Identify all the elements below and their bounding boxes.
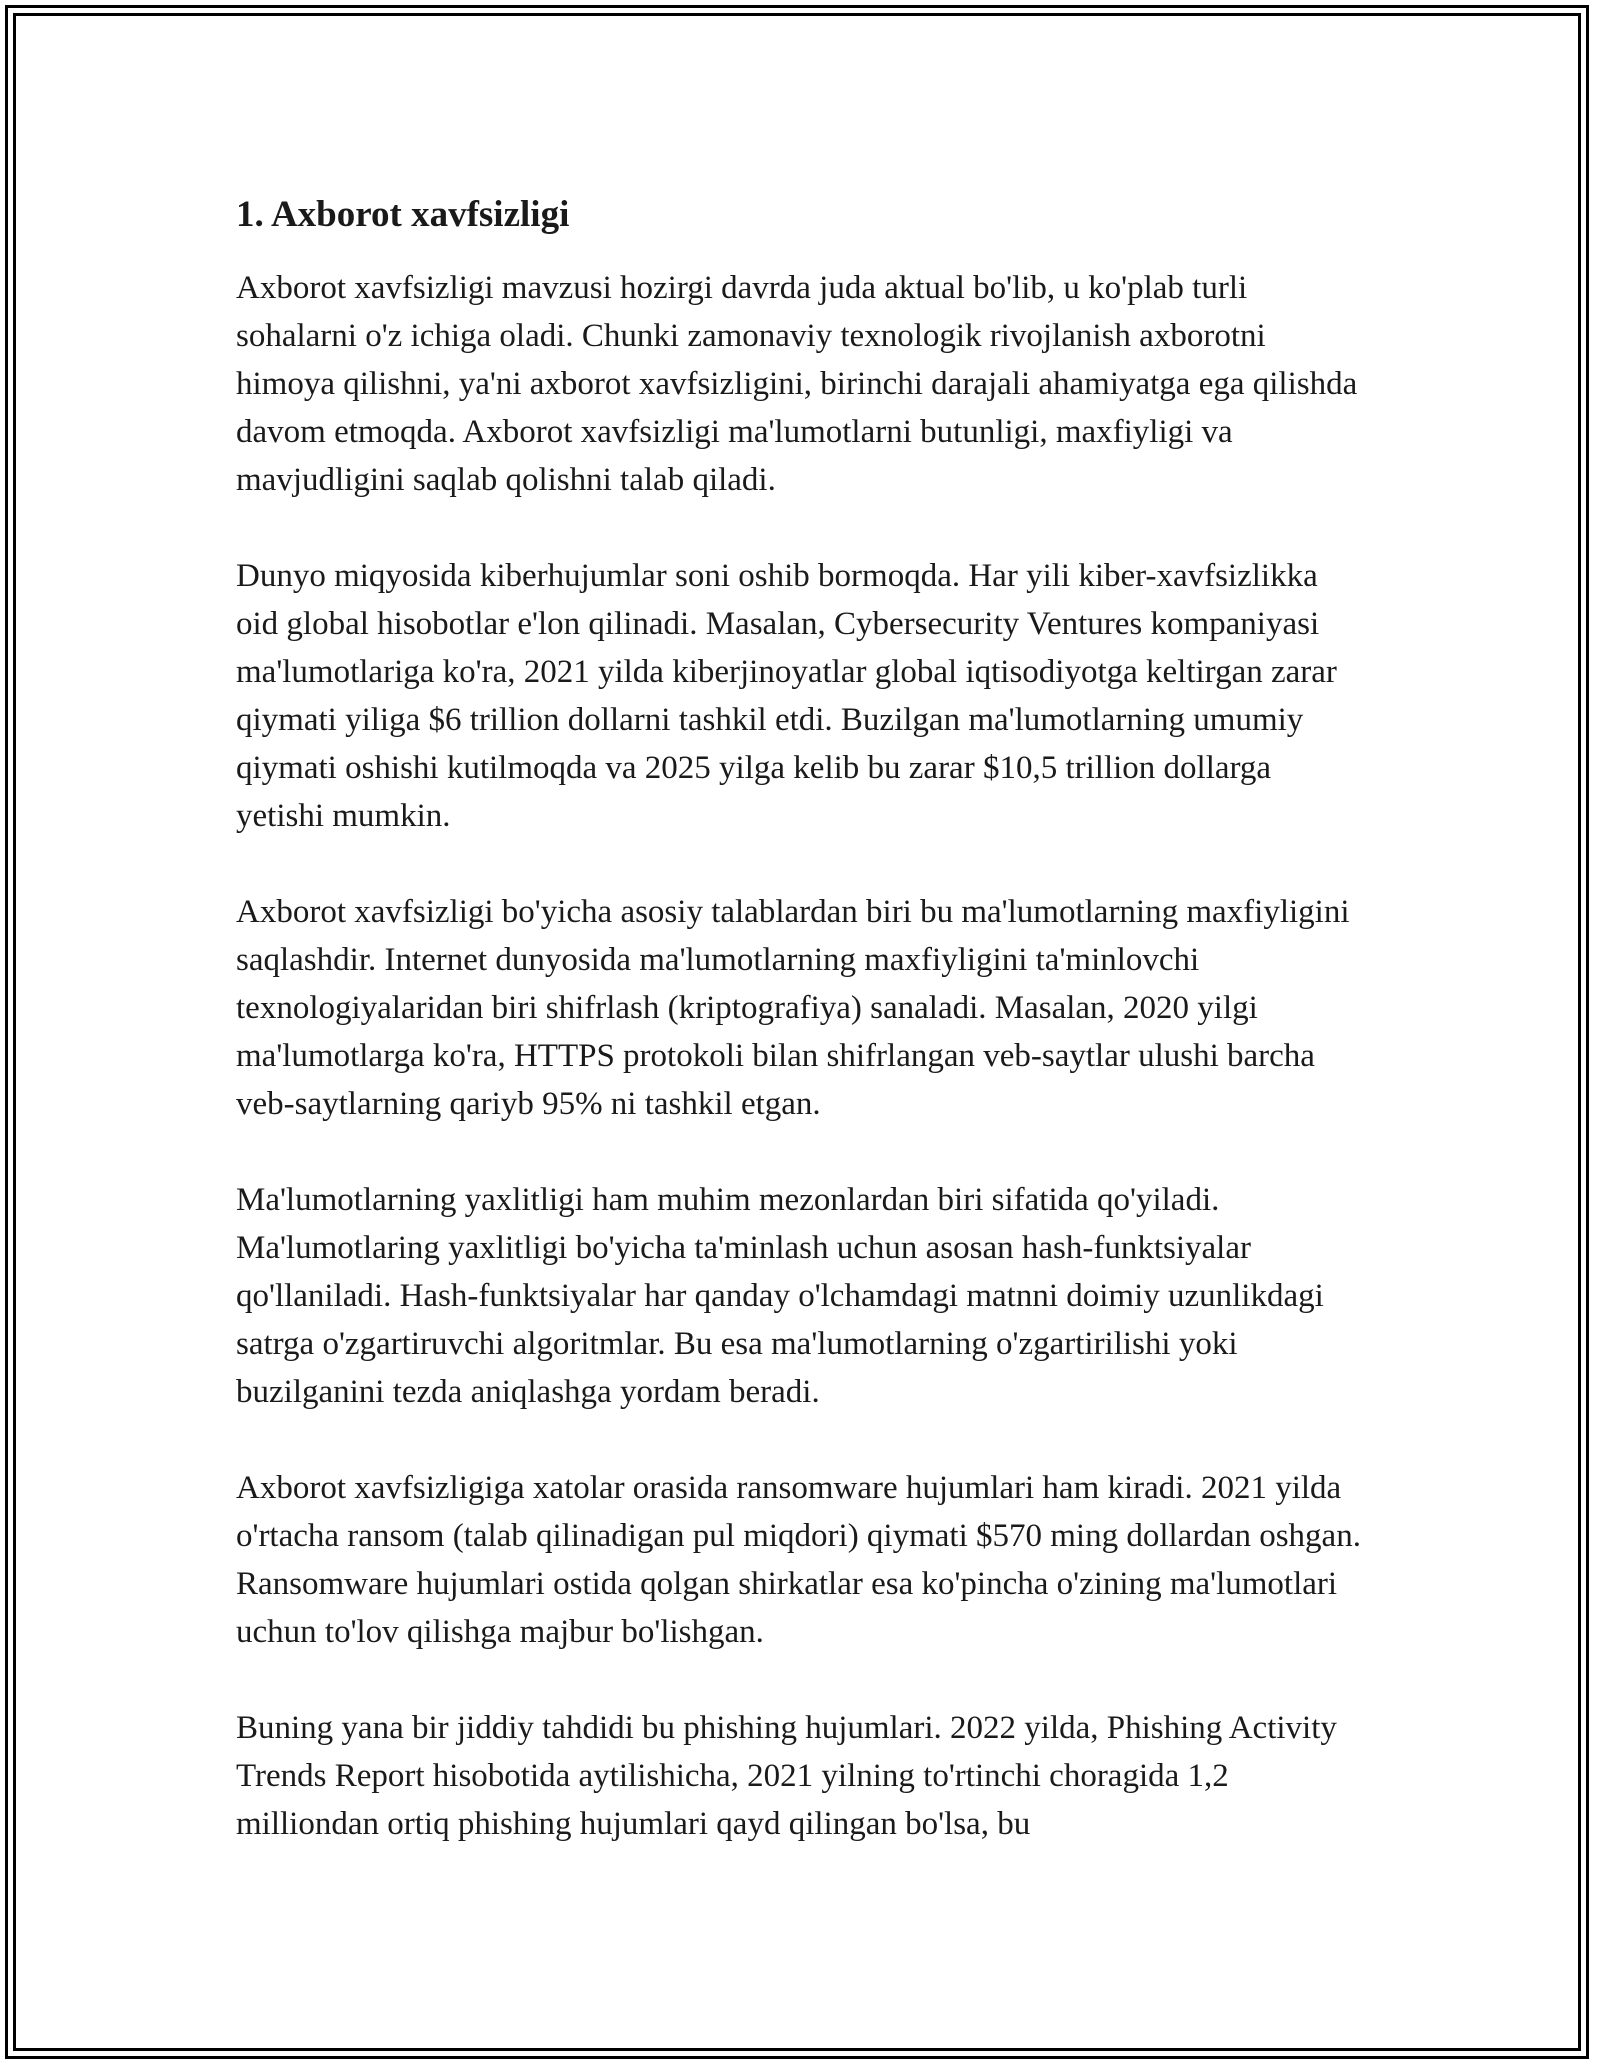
section-heading: 1. Axborot xavfsizligi: [236, 194, 570, 235]
document-body: [236, 185, 1366, 1896]
paragraph-phishing: Buning yana bir jiddiy tahdidi bu phishing hujumlari. 2022 yilda, Phishing Activity Trends Report hisobotida aytilishicha, 2021 yilning to'rtinchi choragida 1,2 milliondan ortiq phishing hujumlari qayd qilingan bo'lsa, bu: [236, 1710, 1337, 1842]
paragraph-ransomware: Axborot xavfsizligiga xatolar orasida ransomware hujumlari ham kiradi. 2021 yilda o'rtacha ransom (talab qilinadigan pul miqdori) qiymati $570 ming dollardan oshgan. Ransomware hujumlari ostida qolgan shirkatlar esa ko'pincha o'zining ma'lumotlari uchun to'lov qilishga majbur bo'lishgan.: [236, 1470, 1361, 1650]
paragraph-integrity: Ma'lumotlarning yaxlitligi ham muhim mezonlardan biri sifatida qo'yiladi. Ma'lumotlaring yaxlitligi bo'yicha ta'minlash uchun asosan hash-funktsiyalar qo'llaniladi. Hash-funktsiyalar har qanday o'lchamdagi matnni doimiy uzunlikdagi satrga o'zgartiruvchi algoritmlar. Bu esa ma'lumotlarning o'zgartirilishi yoki buzilganini tezda aniqlashga yordam beradi.: [236, 1182, 1324, 1410]
paragraph-intro: Axborot xavfsizligi mavzusi hozirgi davrda juda aktual bo'lib, u ko'plab turli sohalarni o'z ichiga oladi. Chunki zamonaviy texnologik rivojlanish axborotni himoya qilishni, ya'ni axborot xavfsizligini, birinchi darajali ahamiyatga ega qilishda davom etmoqda. Axborot xavfsizligi ma'lumotlarni butunligi, maxfiyligi va mavjudligini saqlab qolishni talab qiladi.: [236, 270, 1358, 498]
paragraph-confidentiality: Axborot xavfsizligi bo'yicha asosiy talablardan biri bu ma'lumotlarning maxfiyligini saqlashdir. Internet dunyosida ma'lumotlarning maxfiyligini ta'minlovchi texnologiyalaridan biri shifrlash (kriptografiya) sanaladi. Masalan, 2020 yilgi ma'lumotlarga ko'ra, HTTPS protokoli bilan shifrlangan veb-saytlar ulushi barcha veb-saytlarning qariyb 95% ni tashkil etgan.: [236, 894, 1350, 1122]
paragraph-cyberattacks: Dunyo miqyosida kiberhujumlar soni oshib bormoqda. Har yili kiber-xavfsizlikka oid global hisobotlar e'lon qilinadi. Masalan, Cybersecurity Ventures kompaniyasi ma'lumotlariga ko'ra, 2021 yilda kiberjinoyatlar global iqtisodiyotga keltirgan zarar qiymati yiliga $6 trillion dollarni tashkil etdi. Buzilgan ma'lumotlarning umumiy qiymati oshishi kutilmoqda va 2025 yilga kelib bu zarar $10,5 trillion dollarga yetishi mumkin.: [236, 558, 1337, 834]
